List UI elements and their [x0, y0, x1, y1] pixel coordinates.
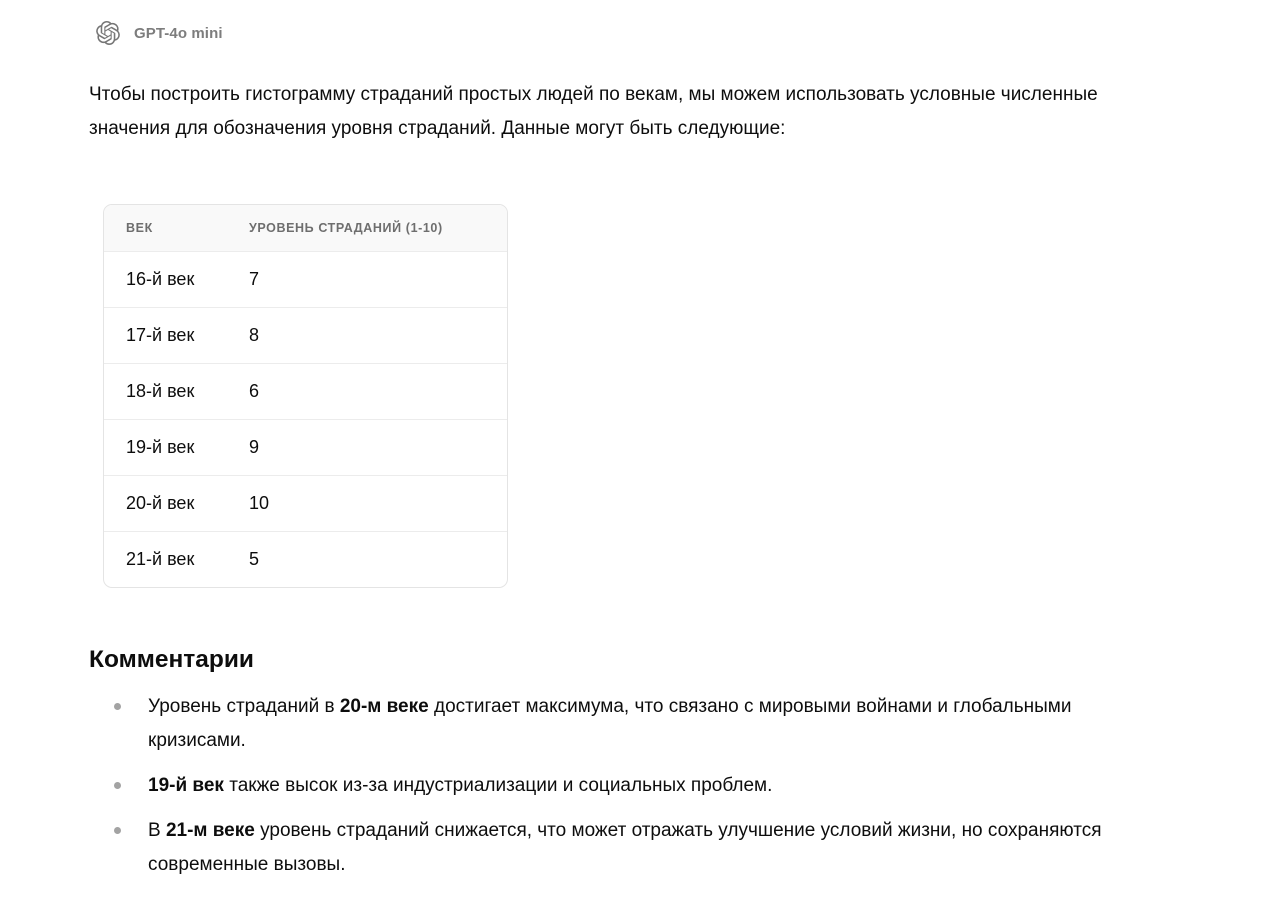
bullet-dot-icon: [114, 703, 121, 710]
column-header-level: УРОВЕНЬ СТРАДАНИЙ (1-10): [249, 220, 443, 235]
comments-heading: Комментарии: [89, 646, 254, 673]
cell-century: 16-й век: [126, 268, 195, 289]
list-item: [89, 769, 1164, 803]
table-row: [104, 475, 507, 531]
openai-logo-icon: [96, 21, 120, 45]
bullet-dot-icon: [114, 827, 121, 834]
cell-level: 10: [249, 492, 270, 513]
table-row: [104, 363, 507, 419]
cell-century: 17-й век: [126, 324, 195, 345]
comment-text-suffix: уровень страданий снижается, что может отражать улучшение условий жизни, но сохраняются современные вызовы.: [148, 820, 1102, 875]
cell-level: 7: [249, 268, 260, 289]
column-header-century: ВЕК: [126, 220, 153, 235]
intro-paragraph: Чтобы построить гистограмму страданий простых людей по векам, мы можем использовать условные численные значения для обозначения уровня страданий. Данные могут быть следующие:: [89, 84, 1098, 139]
comment-text-bold: 20-м веке: [339, 696, 429, 717]
table-row: [104, 307, 507, 363]
cell-level: 5: [249, 548, 260, 569]
comment-text-suffix: также высок из-за индустриализации и социальных проблем.: [223, 775, 773, 796]
table-row: [104, 531, 507, 587]
cell-century: 20-й век: [126, 492, 195, 513]
bullet-dot-icon: [114, 782, 121, 789]
list-item: [89, 814, 1164, 882]
suffering-levels-table: [103, 204, 508, 588]
message-header: [96, 20, 1266, 46]
table-row: [104, 251, 507, 307]
comment-text-bold: 19-й век: [148, 775, 224, 796]
list-item: [89, 690, 1164, 758]
comment-text-prefix: В: [148, 820, 166, 841]
model-name-label: GPT-4o mini: [134, 24, 223, 42]
cell-level: 8: [249, 324, 260, 345]
table-header-row: [104, 205, 507, 251]
comments-list: [89, 690, 1176, 882]
cell-century: 21-й век: [126, 548, 195, 569]
table-row: [104, 419, 507, 475]
cell-level: 9: [249, 436, 260, 457]
comment-text-suffix: достигает максимума, что связано с мировыми войнами и глобальными кризисами.: [148, 696, 1072, 751]
comment-text-bold: 21-м веке: [165, 820, 255, 841]
cell-level: 6: [249, 380, 260, 401]
cell-century: 18-й век: [126, 380, 195, 401]
comment-text-prefix: Уровень страданий в: [148, 696, 340, 717]
cell-century: 19-й век: [126, 436, 195, 457]
